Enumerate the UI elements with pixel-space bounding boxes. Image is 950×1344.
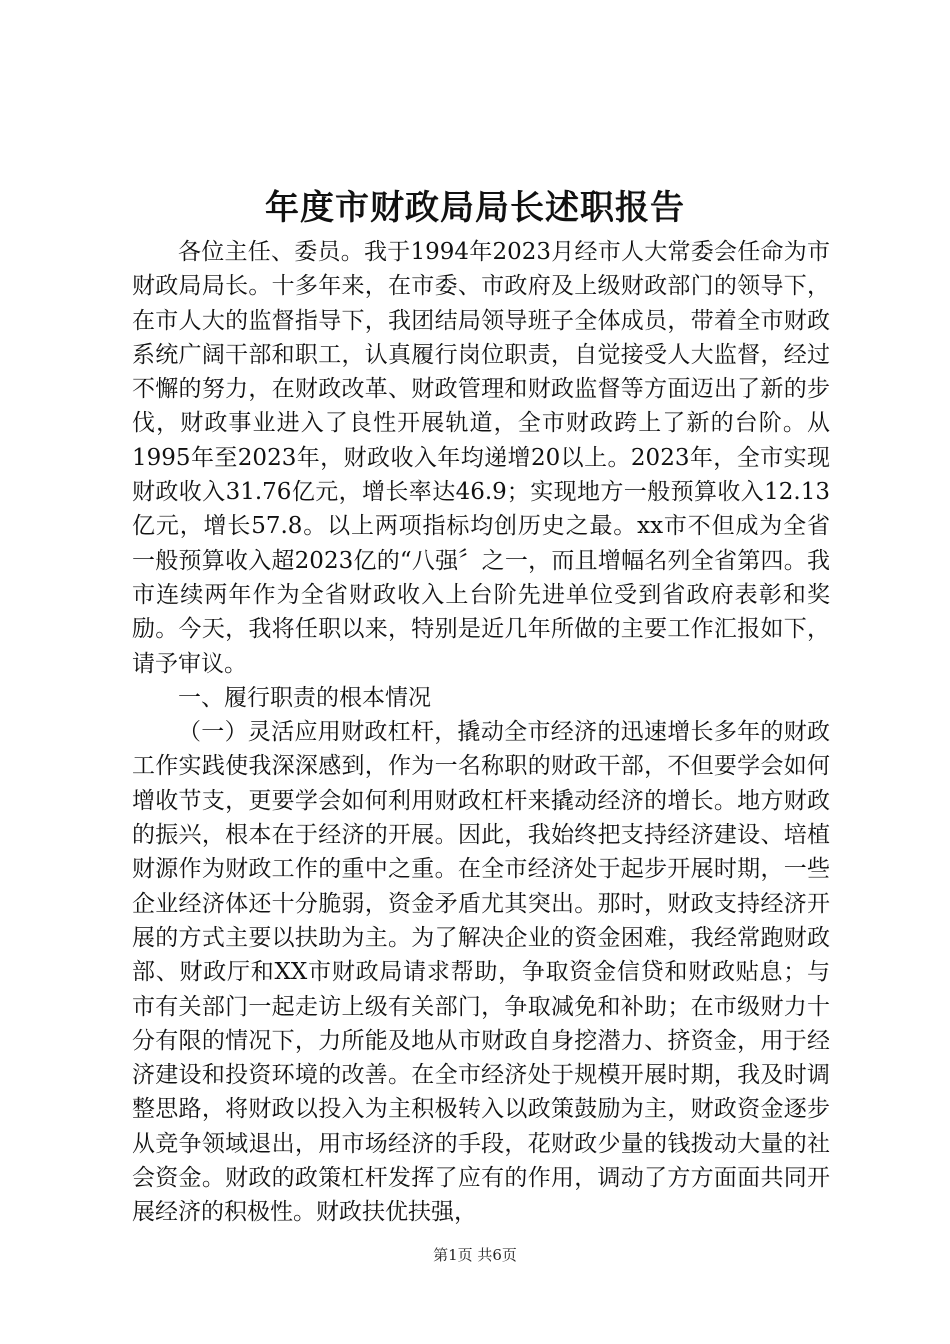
page-number-footer: 第1页 共6页 (433, 1246, 517, 1264)
section-heading: 一、履行职责的根本情况 (178, 684, 431, 711)
paragraph-intro: 各位主任、委员。我于1994年2023月经市人大常委会任命为市财政局局长。十多年来，在市委、市政府及上级财政部门的领导下，在市人大的监督指导下，我团结局领导班子全体成员，带着全市财政系统广阔干部和职工，认真履行岗位职责，自觉接受人大监督，经过不懈的努力，在财政改革、财政管理和财政监督等方面迈出了新的步伐，财政事业进入了良性开展轨道，全市财政跨上了新的台阶。从1995年至2023年，财政收入年均递增20以上。2023年，全市实现财政收入31.76亿元，增长率达46.9；实现地方一般预算收入12.13亿元，增长57.8。以上两项指标均创历史之最。xx市不但成为全省一般预算收入超2023亿的“八强〞之一，而且增幅名列全省第四。我市连续两年作为全省财政收入上台阶先进单位受到省政府表彰和奖励。今天，我将任职以来，特别是近几年所做的主要工作汇报如下，请予审议。 (132, 239, 830, 677)
page-title: 年度市财政局局长述职报告 (265, 188, 685, 228)
paragraph-subsection-1: （一）灵活应用财政杠杆，撬动全市经济的迅速增长多年的财政工作实践使我深深感到，作为一名称职的财政干部，不但要学会如何增收节支，更要学会如何利用财政杠杆来撬动经济的增长。地方财政的振兴，根本在于经济的开展。因此，我始终把支持经济建设、培植财源作为财政工作的重中之重。在全市经济处于起步开展时期，一些企业经济体还十分脆弱，资金矛盾尤其突出。那时，财政支持经济开展的方式主要以扶助为主。为了解决企业的资金困难，我经常跑财政部、财政厅和XX市财政局请求帮助，争取资金信贷和财政贴息；与市有关部门一起走访上级有关部门，争取减免和补助；在市级财力十分有限的情况下，力所能及地从市财政自身挖潜力、挤资金，用于经济建设和投资环境的改善。在全市经济处于规模开展时期，我及时调整思路，将财政以投入为主积极转入以政策鼓励为主，财政资金逐步从竞争领域退出，用市场经济的手段，花财政少量的钱拨动大量的社会资金。财政的政策杠杆发挥了应有的作用，调动了方方面面共同开展经济的积极性。财政扶优扶强， (132, 719, 830, 1226)
document-body (132, 235, 830, 1230)
